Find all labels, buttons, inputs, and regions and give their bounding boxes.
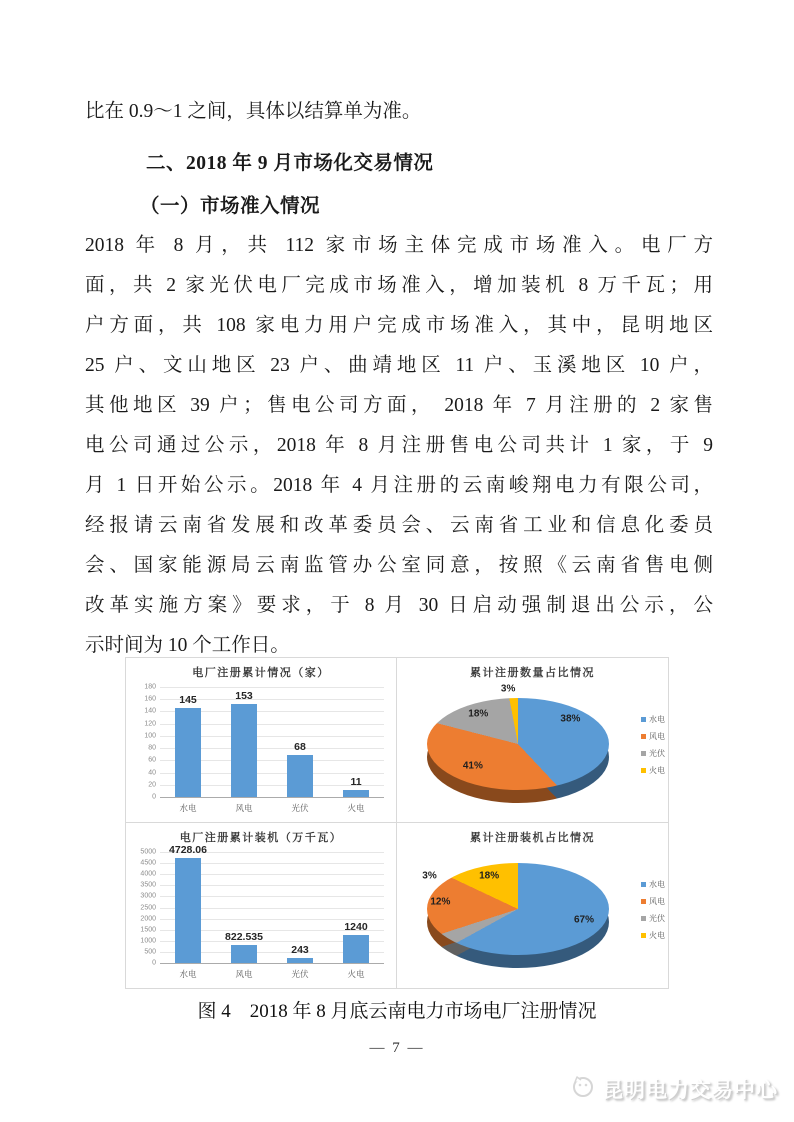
- y-axis-tick-label: 3000: [140, 892, 156, 900]
- bar-value-label: 11: [350, 776, 362, 789]
- legend-item: [641, 896, 665, 907]
- bar: [343, 935, 369, 963]
- bar-value-label: 4728.06: [169, 844, 207, 857]
- y-axis-tick-label: 40: [148, 769, 156, 777]
- page-number: — 7 —: [369, 1040, 425, 1056]
- bar: [175, 858, 201, 963]
- gridline: [160, 963, 384, 964]
- y-axis-tick-label: 5000: [140, 848, 156, 856]
- paragraph-line: 会、国家能源局云南监管办公室同意，按照《云南省售电侧: [85, 555, 713, 576]
- y-axis-tick-label: 1000: [140, 937, 156, 945]
- brand-name: 昆明电力交易中心: [602, 1078, 778, 1102]
- bar-column: [160, 844, 216, 979]
- plot-area: [144, 683, 384, 813]
- subsection-heading: （一）市场准入情况: [140, 196, 321, 217]
- bar-value-label: 822.535: [225, 930, 263, 943]
- legend-item: [641, 765, 665, 776]
- legend-label: 火电: [649, 766, 665, 775]
- category-label: 水电: [179, 803, 197, 813]
- pie-percent-label: 38%: [560, 713, 581, 725]
- legend-label: 风电: [649, 897, 665, 906]
- paragraph-line: 月 1 日开始公示。2018 年 4 月注册的云南峻翔电力有限公司，: [85, 475, 713, 496]
- category-label: 火电: [347, 969, 365, 979]
- pie-3d: [427, 863, 609, 955]
- y-axis-tick-label: 120: [144, 720, 156, 728]
- legend-marker: [641, 734, 646, 739]
- bar-chart-installed-capacity: [126, 823, 397, 988]
- legend-label: 水电: [649, 715, 665, 724]
- pie-chart-capacity-share: [397, 823, 668, 988]
- y-axis-tick-label: 1500: [140, 926, 156, 934]
- legend-marker: [641, 751, 646, 756]
- pie-percent-label: 12%: [430, 896, 451, 908]
- bar-value-label: 153: [235, 689, 253, 702]
- paragraph-line: 25 户、文山地区 23 户、曲靖地区 11 户、玉溪地区 10 户，: [85, 355, 713, 376]
- figure-charts: [125, 657, 669, 989]
- bar: [343, 790, 369, 797]
- pie-percent-label: 3%: [500, 683, 516, 695]
- legend-item: [641, 930, 665, 941]
- bar-value-label: 68: [294, 741, 306, 754]
- chart-title: 累计注册数量占比情况: [470, 667, 595, 679]
- bar-column: [328, 852, 384, 979]
- legend: [641, 879, 665, 941]
- category-label: 火电: [347, 803, 365, 813]
- gridline: [160, 797, 384, 798]
- bar: [287, 958, 313, 963]
- category-label: 风电: [235, 803, 253, 813]
- paragraph-line: 示时间为 10 个工作日。: [85, 635, 290, 656]
- bar-value-label: 1240: [344, 921, 368, 934]
- y-axis-tick-label: 0: [152, 959, 156, 967]
- bar-column: [216, 687, 272, 813]
- legend-label: 光伏: [649, 749, 665, 758]
- legend-label: 火电: [649, 931, 665, 940]
- pie-top-face: [427, 698, 609, 790]
- category-label: 风电: [235, 969, 253, 979]
- legend-item: [641, 879, 665, 890]
- y-axis-tick-label: 4500: [140, 859, 156, 867]
- legend: [641, 714, 665, 776]
- bar-column: [272, 852, 328, 979]
- legend-marker: [641, 717, 646, 722]
- legend-marker: [641, 933, 646, 938]
- category-label: 光伏: [291, 803, 309, 813]
- legend-marker: [641, 899, 646, 904]
- y-axis-tick-label: 500: [144, 948, 156, 956]
- y-axis-tick-label: 20: [148, 781, 156, 789]
- bar-column: [272, 687, 328, 813]
- legend-item: [641, 748, 665, 759]
- pie-percent-label: 67%: [573, 914, 594, 926]
- paragraph-line: 户方面，共 108 家电力用户完成市场准入，其中，昆明地区: [85, 315, 713, 336]
- chart-title: 累计注册装机占比情况: [470, 832, 595, 844]
- y-axis-tick-label: 4000: [140, 870, 156, 878]
- pie-top-face: [427, 863, 609, 955]
- paragraph-line: 面，共 2 家光伏电厂完成市场准入，增加装机 8 万千瓦；用: [85, 275, 713, 296]
- paragraph-line: 2018 年 8 月，共 112 家市场主体完成市场准入。电厂方: [85, 235, 713, 256]
- footer-watermark: [568, 1072, 778, 1105]
- body-paragraph: [85, 226, 713, 666]
- pie-percent-label: 18%: [468, 708, 489, 720]
- y-axis-tick-label: 3500: [140, 881, 156, 889]
- y-axis-tick-label: 140: [144, 707, 156, 715]
- legend-marker: [641, 916, 646, 921]
- pie-percent-label: 41%: [462, 760, 483, 772]
- y-axis-tick-label: 160: [144, 695, 156, 703]
- y-axis-tick-label: 0: [152, 793, 156, 801]
- legend-label: 风电: [649, 732, 665, 741]
- body-continuation-line: 比在 0.9～1 之间，具体以结算单为准。: [85, 101, 422, 122]
- legend-marker: [641, 882, 646, 887]
- category-label: 光伏: [291, 969, 309, 979]
- chart-title: 电厂注册累计情况（家）: [192, 667, 330, 679]
- legend-label: 光伏: [649, 914, 665, 923]
- kunming-exchange-logo-icon: [568, 1072, 596, 1105]
- y-axis-tick-label: 100: [144, 732, 156, 740]
- bar-column: [160, 687, 216, 813]
- bar-value-label: 145: [179, 694, 197, 707]
- legend-label: 水电: [649, 880, 665, 889]
- plot-area: [140, 844, 384, 979]
- bar: [231, 945, 257, 963]
- pie-3d: [427, 698, 609, 790]
- chart-title: 电厂注册累计装机（万千瓦）: [179, 832, 343, 844]
- bar: [287, 755, 313, 797]
- bar-column: [216, 852, 272, 979]
- y-axis-tick-label: 180: [144, 683, 156, 691]
- paragraph-line: 经报请云南省发展和改革委员会、云南省工业和信息化委员: [85, 515, 713, 536]
- category-label: 水电: [179, 969, 197, 979]
- bar: [175, 708, 201, 797]
- paragraph-line: 电公司通过公示，2018 年 8 月注册售电公司共计 1 家，于 9: [85, 435, 713, 456]
- y-axis-tick-label: 2000: [140, 915, 156, 923]
- legend-item: [641, 731, 665, 742]
- paragraph-line: 改革实施方案》要求，于 8 月 30 日启动强制退出公示，公: [85, 595, 713, 616]
- legend-item: [641, 913, 665, 924]
- pie-percent-label: 18%: [479, 870, 500, 882]
- y-axis-tick-label: 60: [148, 756, 156, 764]
- pie-chart-count-share: [397, 658, 668, 823]
- legend-marker: [641, 768, 646, 773]
- legend-item: [641, 714, 665, 725]
- y-axis-tick-label: 2500: [140, 904, 156, 911]
- y-axis-tick-label: 80: [148, 744, 156, 752]
- figure-caption: 图 4 2018 年 8 月底云南电力市场电厂注册情况: [197, 1001, 597, 1022]
- bar-column: [328, 687, 384, 813]
- section-heading: 二、2018 年 9 月市场化交易情况: [146, 153, 434, 174]
- pie-percent-label: 3%: [422, 870, 437, 882]
- bar: [231, 704, 257, 798]
- paragraph-line: 其他地区 39 户；售电公司方面， 2018 年 7 月注册的 2 家售: [85, 395, 713, 416]
- bar-chart-plant-count: [126, 658, 397, 823]
- bar-value-label: 243: [291, 943, 309, 956]
